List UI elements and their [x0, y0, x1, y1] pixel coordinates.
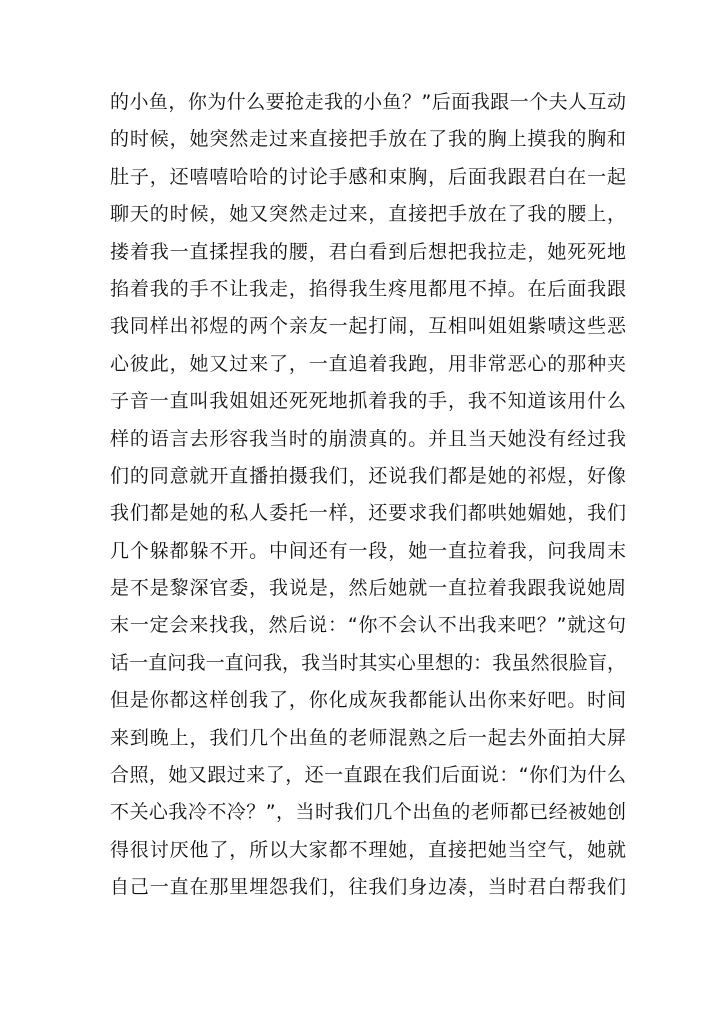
text-line-8: 心彼此，她又过来了，一直追着我跑，用非常恶心的那种夹	[110, 352, 626, 375]
text-line-3: 肚子，还嘻嘻哈哈的讨论手感和束胸，后面我跟君白在一起	[110, 165, 626, 188]
text-line-4: 聊天的时候，她又突然走过来，直接把手放在了我的腰上，	[110, 203, 626, 226]
text-line-1: 的小鱼，你为什么要抢走我的小鱼？”后面我跟一个夫人互动	[110, 91, 626, 113]
text-line-5: 搂着我一直揉捏我的腰，君白看到后想把我拉走，她死死地	[110, 240, 626, 263]
text-line-15: 末一定会来找我，然后说：“你不会认不出我来吧？”就这句	[110, 614, 626, 637]
text-line-11: 们的同意就开直播拍摄我们，还说我们都是她的祁煜，好像	[110, 464, 626, 487]
text-line-12: 我们都是她的私人委托一样，还要求我们都哄她媚她，我们	[110, 502, 626, 525]
text-line-7: 我同样出祁煜的两个亲友一起打闹，互相叫姐姐紫啧这些恶	[110, 315, 626, 338]
text-line-18: 来到晚上，我们几个出鱼的老师混熟之后一起去外面拍大屏	[110, 726, 626, 749]
text-line-13: 几个躲都躲不开。中间还有一段，她一直拉着我，问我周末	[110, 539, 626, 562]
text-line-9: 子音一直叫我姐姐还死死地抓着我的手，我不知道该用什么	[110, 390, 626, 413]
text-line-17: 但是你都这样创我了，你化成灰我都能认出你来好吧。时间	[110, 689, 626, 712]
text-line-14: 是不是黎深官委，我说是，然后她就一直拉着我跟我说她周	[110, 577, 626, 600]
text-line-2: 的时候，她突然走过来直接把手放在了我的胸上摸我的胸和	[110, 128, 626, 151]
text-line-21: 得很讨厌他了，所以大家都不理她，直接把她当空气，她就	[110, 838, 626, 861]
text-line-10: 样的语言去形容我当时的崩溃真的。并且当天她没有经过我	[110, 427, 626, 450]
text-line-20: 不关心我冷不冷？”，当时我们几个出鱼的老师都已经被她创	[110, 801, 626, 824]
text-line-6: 掐着我的手不让我走，掐得我生疼甩都甩不掉。在后面我跟	[110, 277, 626, 300]
text-line-22: 自己一直在那里埋怨我们，往我们身边凑，当时君白帮我们	[110, 876, 626, 899]
text-line-16: 话一直问我一直问我，我当时其实心里想的：我虽然很脸盲，	[110, 651, 626, 674]
text-line-19: 合照，她又跟过来了，还一直跟在我们后面说：“你们为什么	[110, 764, 626, 787]
body-text	[110, 84, 626, 907]
